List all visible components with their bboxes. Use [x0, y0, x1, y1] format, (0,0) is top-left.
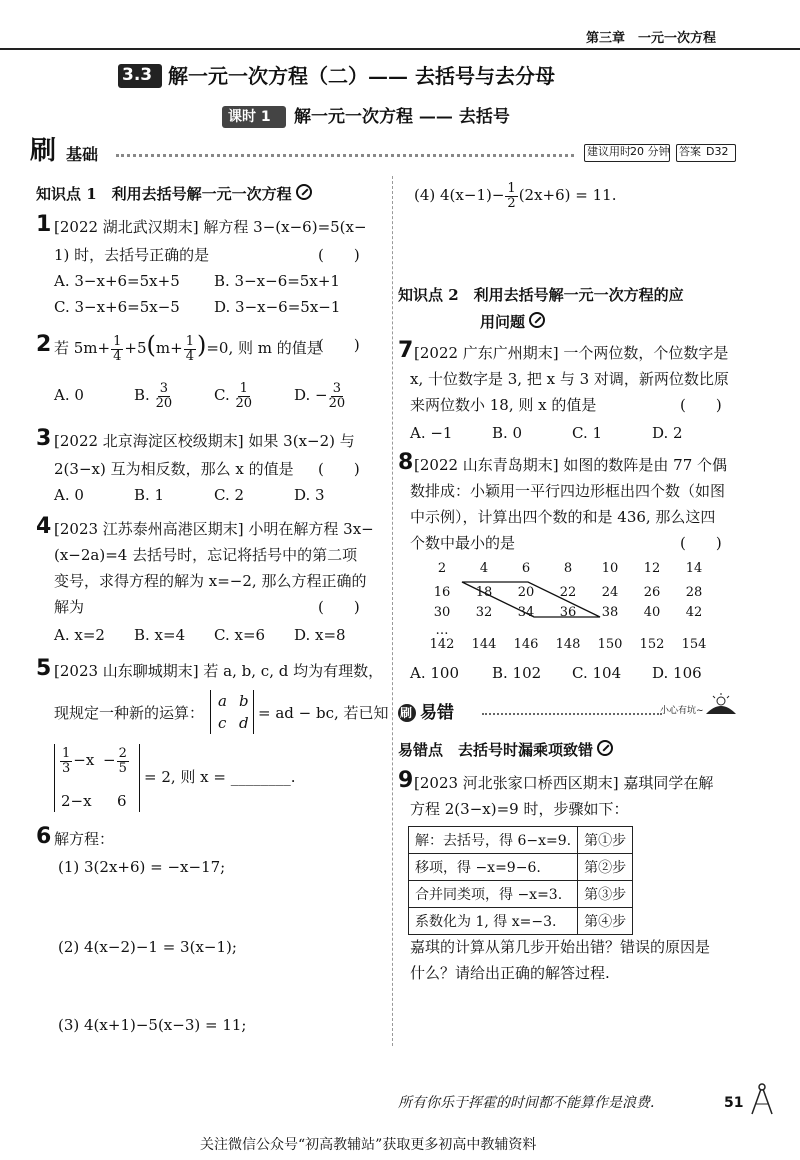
- section-number: 3.3: [122, 65, 153, 85]
- q3-option-d: D. 3: [294, 486, 325, 504]
- time-label: 建议用时: [587, 145, 631, 158]
- grid-number: 150: [597, 637, 623, 652]
- mistake-block-label: 易错: [420, 703, 454, 723]
- q7-option-a: A. −1: [410, 424, 453, 442]
- q8-bracket: ( ): [680, 534, 722, 552]
- grid-number: 144: [471, 637, 497, 652]
- pit-illustration-icon: [704, 692, 738, 716]
- q3-option-b: B. 1: [134, 486, 165, 504]
- time-value: 20 分钟: [630, 145, 670, 158]
- grid-number: 36: [559, 605, 577, 620]
- q1-text-2: 1) 时，去括号正确的是: [54, 246, 210, 264]
- grid-number: 148: [555, 637, 581, 652]
- q3-option-c: C. 2: [214, 486, 245, 504]
- step-text: 解：去括号，得 6−x=9.: [409, 827, 578, 854]
- grid-number: 4: [479, 561, 489, 576]
- q9-text-1: [2023 河北张家口桥西区期末] 嘉琪同学在解: [414, 774, 714, 792]
- block-dotted-rule: [116, 154, 574, 157]
- step-label: 第①步: [578, 827, 633, 854]
- q9-steps-table: [408, 826, 633, 935]
- grid-number: 42: [685, 605, 703, 620]
- q4-text-4: 解为: [54, 598, 85, 616]
- grid-number: 146: [513, 637, 539, 652]
- step-label: 第③步: [578, 881, 633, 908]
- grid-number: 38: [601, 605, 619, 620]
- q6-title: 解方程：: [54, 830, 115, 848]
- step-label: 第②步: [578, 854, 633, 881]
- q5-text-3: = ad − bc, 若已知: [258, 704, 389, 722]
- q7-text-1: [2022 广东广州期末] 一个两位数，个位数字是: [414, 344, 729, 362]
- q2-option-b: B. $\frac{3}{20}$: [134, 380, 173, 411]
- q3-number: 3: [36, 426, 52, 451]
- q8-text-1: [2022 山东青岛期末] 如图的数阵是由 77 个偶: [414, 456, 728, 474]
- grid-number: 152: [639, 637, 665, 652]
- q5-d21: 2−x: [61, 792, 92, 810]
- grid-number: 154: [681, 637, 707, 652]
- check-icon: [597, 740, 613, 756]
- q5-d12: − $\frac{2}{5}$: [103, 745, 127, 776]
- answer-value: D32: [706, 145, 729, 158]
- grid-number: 34: [517, 605, 535, 620]
- block-label: 基础: [66, 145, 99, 164]
- grid-number: 40: [643, 605, 661, 620]
- grid-number: 28: [685, 585, 703, 600]
- section-title: 解一元一次方程（二）—— 去括号与去分母: [168, 64, 555, 88]
- check-icon: [296, 184, 312, 200]
- q5-number: 5: [36, 656, 52, 681]
- q1-option-a: A. 3−x+6=5x+5: [54, 272, 180, 290]
- q5-text-1: [2023 山东聊城期末] 若 a, b, c, d 均为有理数，: [54, 662, 384, 680]
- q9-question-1: 嘉琪的计算从第几步开始出错？错误的原因是: [410, 938, 711, 956]
- footer-bottom-note: 关注微信公众号“初高教辅站”获取更多初高中教辅资料: [200, 1137, 537, 1153]
- step-row: [409, 908, 633, 935]
- mistake-block-rule: [482, 713, 662, 715]
- step-text: 移项，得 −x=9−6.: [409, 854, 578, 881]
- q7-text-3: 来两位数小 18, 则 x 的值是: [410, 396, 597, 414]
- column-divider: [392, 176, 393, 1046]
- q5-d22: 6: [117, 792, 127, 810]
- chapter-label: 第三章 一元一次方程: [586, 31, 717, 46]
- page-number: 51: [724, 1095, 744, 1111]
- q9-text-2: 方程 2(3−x)=9 时，步骤如下：: [410, 800, 629, 818]
- q6-part-1: (1) 3(2x+6) = −x−17;: [58, 858, 226, 876]
- lesson-title: 解一元一次方程 —— 去括号: [294, 107, 510, 127]
- q5-text-2: 现规定一种新的运算：: [54, 704, 205, 722]
- q4-option-a: A. x=2: [54, 626, 105, 644]
- q4-text-3: 变号，求得方程的解为 x=−2, 那么方程正确的: [54, 572, 367, 590]
- grid-number: 6: [521, 561, 531, 576]
- q6-number: 6: [36, 824, 52, 849]
- kp2-title-2: 用问题: [480, 312, 545, 331]
- q9-number: 9: [398, 768, 414, 793]
- step-row: [409, 881, 633, 908]
- grid-number: 16: [433, 585, 451, 600]
- q7-option-c: C. 1: [572, 424, 603, 442]
- grid-number: 18: [475, 585, 493, 600]
- lesson-badge: 课时 1: [228, 109, 271, 125]
- q8-option-a: A. 100: [410, 664, 459, 682]
- q1-option-c: C. 3−x+6=5x−5: [54, 298, 180, 316]
- q5-m-c: c: [218, 714, 227, 732]
- grid-number: 30: [433, 605, 451, 620]
- grid-number: 20: [517, 585, 535, 600]
- q1-option-d: D. 3−x−6=5x−1: [214, 298, 341, 316]
- grid-number: 8: [563, 561, 573, 576]
- grid-number: 26: [643, 585, 661, 600]
- step-text: 合并同类项，得 −x=3.: [409, 881, 578, 908]
- q9-question-2: 什么？请给出正确的解答过程.: [410, 964, 610, 982]
- q1-number: 1: [36, 212, 52, 237]
- grid-number: 32: [475, 605, 493, 620]
- grid-number: 14: [685, 561, 703, 576]
- q4-option-d: D. x=8: [294, 626, 346, 644]
- grid-number: 22: [559, 585, 577, 600]
- step-text: 系数化为 1, 得 x=−3.: [409, 908, 578, 935]
- q8-option-d: D. 106: [652, 664, 702, 682]
- q6-part-3: (3) 4(x+1)−5(x−3) = 11;: [58, 1016, 247, 1034]
- q3-bracket: ( ): [318, 460, 360, 478]
- q8-text-3: 中示例），计算出四个数的和是 436, 那么这四: [410, 508, 716, 526]
- grid-number: 12: [643, 561, 661, 576]
- q5-m-a: a: [218, 692, 227, 710]
- mistake-block-icon: 刷: [400, 706, 413, 720]
- q2-option-c: C. $\frac{1}{20}$: [214, 380, 253, 411]
- q4-option-b: B. x=4: [134, 626, 186, 644]
- q5-d11: $\frac{1}{3}$ −x: [62, 745, 95, 776]
- q8-option-c: C. 104: [572, 664, 622, 682]
- mistake-block-note: 小心有坑~: [660, 706, 704, 716]
- q5-text-4: = 2, 则 x = ________.: [144, 768, 296, 786]
- grid-number: 142: [429, 637, 455, 652]
- compass-icon: [748, 1082, 776, 1116]
- q7-text-2: x, 十位数字是 3, 把 x 与 3 对调，新两位数比原: [410, 370, 729, 388]
- q1-bracket: ( ): [318, 246, 360, 264]
- q4-option-c: C. x=6: [214, 626, 266, 644]
- q7-option-b: B. 0: [492, 424, 523, 442]
- check-icon: [529, 312, 545, 328]
- q4-bracket: ( ): [318, 598, 360, 616]
- answer-label: 答案: [679, 145, 701, 158]
- q2-option-d: D. − $\frac{3}{20}$: [294, 380, 346, 411]
- q8-text-2: 数排成：小颖用一平行四边形框出四个数（如图: [410, 482, 726, 500]
- q7-bracket: ( ): [680, 396, 722, 414]
- q4-number: 4: [36, 514, 52, 539]
- q5-m-b: b: [239, 692, 249, 710]
- q1-text-1: [2022 湖北武汉期末] 解方程 3−(x−6)=5(x−: [54, 218, 367, 236]
- q4-text-2: (x−2a)=4 去括号时，忘记将括号中的第二项: [54, 546, 358, 564]
- q5-determinant: [54, 744, 140, 812]
- q6-part-4: (4) 4(x−1)− $\frac{1}{2}$ (2x+6) = 11.: [414, 180, 617, 211]
- q4-text-1: [2023 江苏泰州高港区期末] 小明在解方程 3x−: [54, 520, 374, 538]
- q2-option-a: A. 0: [54, 386, 84, 404]
- q6-part-2: (2) 4(x−2)−1 = 3(x−1);: [58, 938, 237, 956]
- q3-option-a: A. 0: [54, 486, 84, 504]
- q8-option-b: B. 102: [492, 664, 542, 682]
- q1-option-b: B. 3−x−6=5x+1: [214, 272, 340, 290]
- kp1-title: 知识点 1 利用去括号解一元一次方程: [36, 184, 312, 203]
- q2-number: 2: [36, 332, 52, 357]
- header-rule: [0, 48, 800, 50]
- q5-m-d: d: [239, 714, 249, 732]
- q5-matrix: [210, 690, 254, 734]
- q7-number: 7: [398, 338, 414, 363]
- q3-text-1: [2022 北京海淀区校级期末] 如果 3(x−2) 与: [54, 432, 355, 450]
- err-title: 易错点 去括号时漏乘项致错: [398, 740, 613, 759]
- q3-text-2: 2(3−x) 互为相反数，那么 x 的值是: [54, 460, 294, 478]
- q7-option-d: D. 2: [652, 424, 683, 442]
- kp2-title-1: 知识点 2 利用去括号解一元一次方程的应: [398, 286, 684, 304]
- brush-icon: 刷: [30, 136, 57, 166]
- grid-number: 24: [601, 585, 619, 600]
- step-row: [409, 827, 633, 854]
- grid-number: 2: [437, 561, 447, 576]
- step-row: [409, 854, 633, 881]
- footer-motto: 所有你乐于挥霍的时间都不能算作是浪费.: [398, 1095, 655, 1111]
- q8-number-grid: [420, 556, 720, 656]
- step-label: 第④步: [578, 908, 633, 935]
- q8-text-4: 个数中最小的是: [410, 534, 516, 552]
- grid-number: …: [435, 623, 449, 638]
- q2-text: 若 5m+ $\frac{1}{4}$ +5(m+ $\frac{1}{4}$ )=0, 则 m 的值是: [54, 331, 322, 364]
- q8-number: 8: [398, 450, 414, 475]
- grid-number: 10: [601, 561, 619, 576]
- q2-bracket: ( ): [318, 336, 360, 354]
